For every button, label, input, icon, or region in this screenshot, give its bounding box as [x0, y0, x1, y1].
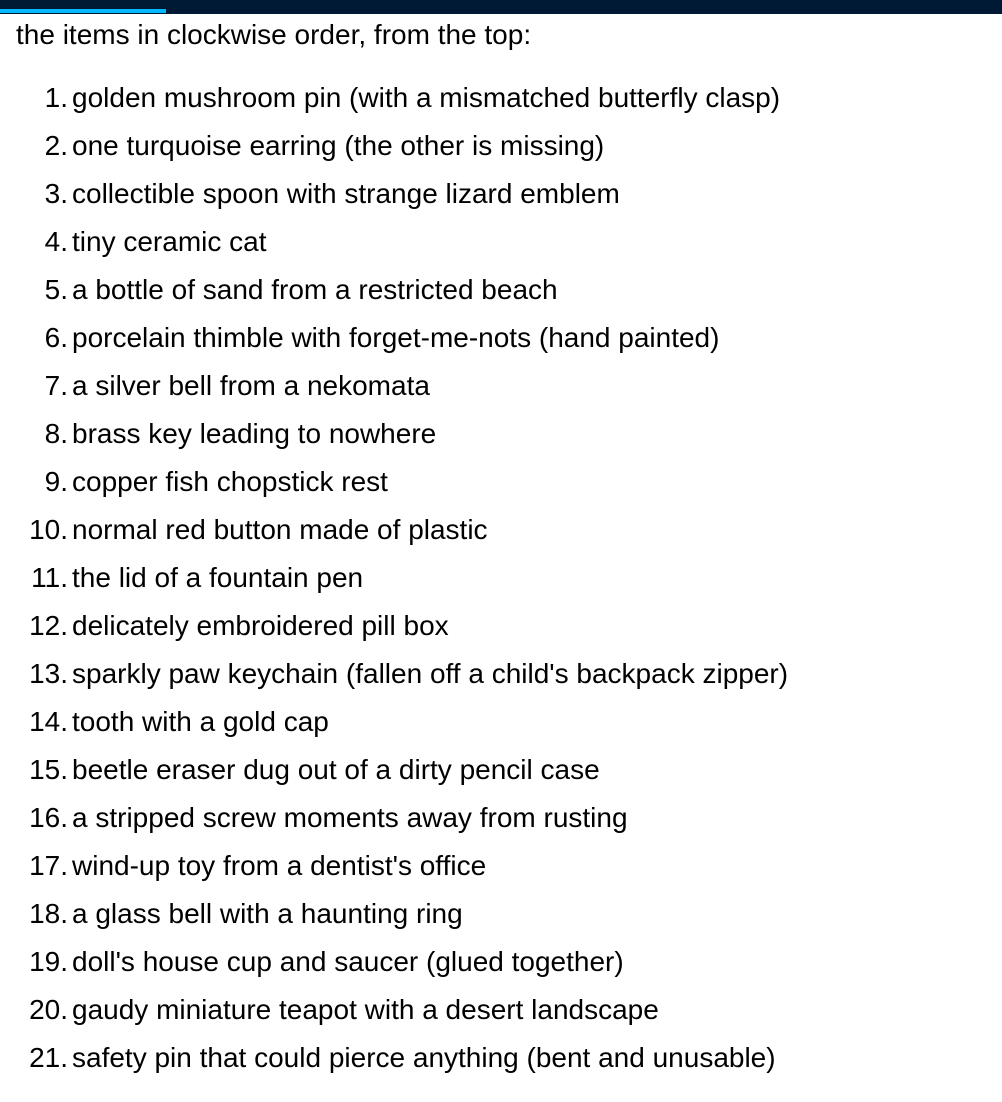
list-item-text: brass key leading to nowhere [72, 418, 437, 449]
list-item-number: 19. [29, 946, 68, 977]
list-item-number: 18. [29, 898, 68, 929]
list-item-text: a bottle of sand from a restricted beach [72, 274, 558, 305]
list-item-text: wind-up toy from a dentist's office [72, 850, 487, 881]
list-item-text: normal red button made of plastic [72, 514, 488, 545]
list-item-number: 14. [29, 706, 68, 737]
list-item-text: collectible spoon with strange lizard emblem [72, 178, 620, 209]
list-item-text: a stripped screw moments away from rusting [72, 802, 628, 833]
list-item-number: 9. [44, 466, 68, 497]
list-item-number: 13. [29, 658, 68, 689]
list-item-text: copper fish chopstick rest [72, 466, 388, 497]
list-item-number: 5. [44, 274, 68, 305]
list-item-number: 15. [29, 754, 68, 785]
post-intro-text: the items in clockwise order, from the top: [16, 19, 532, 50]
list-item-number: 16. [29, 802, 68, 833]
list-item-text: the lid of a fountain pen [72, 562, 364, 593]
list-item-text: gaudy miniature teapot with a desert landscape [72, 994, 659, 1025]
list-item-number: 17. [29, 850, 68, 881]
list-item-text: safety pin that could pierce anything (bent and unusable) [72, 1042, 776, 1073]
list-item-number: 21. [29, 1042, 68, 1073]
list-item-text: sparkly paw keychain (fallen off a child's backpack zipper) [72, 658, 789, 689]
list-item-text: golden mushroom pin (with a mismatched butterfly clasp) [72, 82, 781, 113]
list-item-number: 12. [29, 610, 68, 641]
list-item-number: 3. [44, 178, 68, 209]
list-item-text: a glass bell with a haunting ring [72, 898, 463, 929]
list-item-number: 1. [44, 82, 68, 113]
list-item-number: 8. [44, 418, 68, 449]
list-item-text: tiny ceramic cat [72, 226, 267, 257]
list-item-text: tooth with a gold cap [72, 706, 329, 737]
top-bar [0, 0, 1002, 14]
list-item-number: 11. [31, 562, 68, 593]
list-item-text: one turquoise earring (the other is missing) [72, 130, 605, 161]
list-item-text: a silver bell from a nekomata [72, 370, 430, 401]
list-item-text: doll's house cup and saucer (glued together) [72, 946, 624, 977]
list-item-text: porcelain thimble with forget-me-nots (hand painted) [72, 322, 720, 353]
list-item-number: 6. [44, 322, 68, 353]
list-item-number: 4. [44, 226, 68, 257]
list-item-number: 2. [44, 130, 68, 161]
list-item-text: beetle eraser dug out of a dirty pencil case [72, 754, 600, 785]
progress-bar [0, 9, 166, 13]
list-item-number: 7. [44, 370, 68, 401]
list-item-number: 10. [29, 514, 68, 545]
list-item-text: delicately embroidered pill box [72, 610, 449, 641]
list-item-number: 20. [29, 994, 68, 1025]
